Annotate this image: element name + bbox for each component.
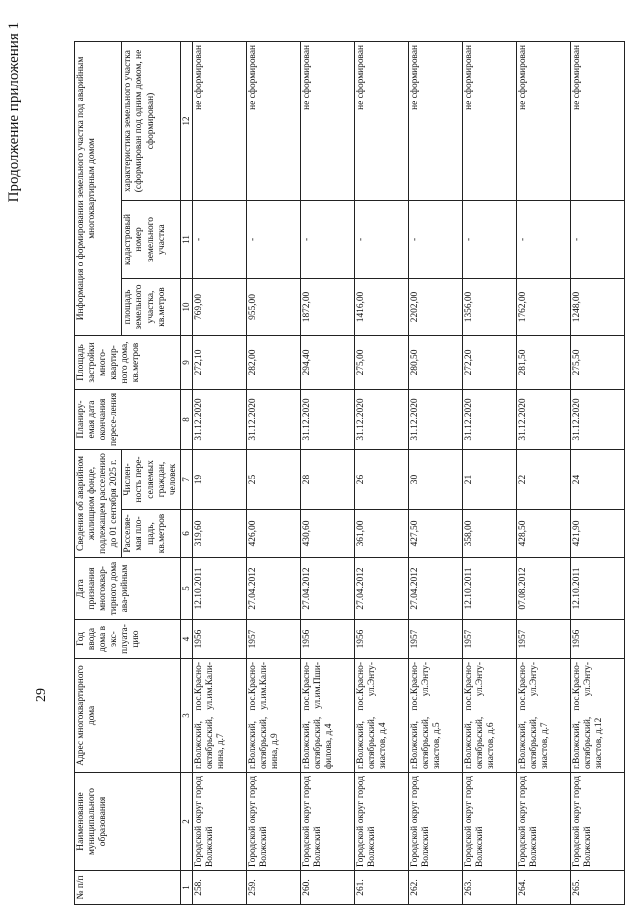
column-number: 11 — [180, 200, 192, 278]
table-row — [462, 41, 516, 904]
municipality-cell: Городской округ город Волжский — [408, 773, 462, 871]
address-cell: г.Волжский, пос.Красно-октябрьский, ул.Энту-зиастов, д.5 — [408, 659, 462, 773]
header-land-group: Информация о формировании земельного участка под аварийным многоквартирным домом — [75, 41, 122, 335]
header-cadastral: кадастровый номер земельного участка — [122, 200, 180, 278]
emergency-date-cell: 27.04.2012 — [246, 558, 300, 620]
building-area-cell: 282,00 — [246, 335, 300, 389]
table-row — [354, 41, 408, 904]
land-area-cell: 1762,00 — [516, 278, 570, 335]
column-number: 12 — [180, 41, 192, 200]
column-number: 6 — [180, 510, 192, 558]
column-number: 9 — [180, 335, 192, 389]
area-cell: 428,50 — [516, 510, 570, 558]
emergency-date-cell: 12.10.2011 — [570, 558, 624, 620]
year-cell: 1956 — [192, 620, 246, 659]
building-area-cell: 272,10 — [192, 335, 246, 389]
area-cell: 319,60 — [192, 510, 246, 558]
header-people: Числен-ность пере-селяемых граждан, человек — [122, 449, 180, 509]
people-cell: 19 — [192, 449, 246, 509]
area-cell: 421,90 — [570, 510, 624, 558]
year-cell: 1956 — [354, 620, 408, 659]
cadastral-cell: - — [192, 200, 246, 278]
land-status-cell: не сформирован — [462, 41, 516, 200]
year-cell: 1956 — [570, 620, 624, 659]
land-area-cell: 2202,00 — [408, 278, 462, 335]
emergency-date-cell: 27.04.2012 — [408, 558, 462, 620]
row-number: 265. — [570, 871, 624, 905]
row-number: 261. — [354, 871, 408, 905]
land-area-cell: 955,00 — [246, 278, 300, 335]
row-number: 258. — [192, 871, 246, 905]
building-area-cell: 281,50 — [516, 335, 570, 389]
land-area-cell: 1248,00 — [570, 278, 624, 335]
year-cell: 1956 — [300, 620, 354, 659]
cadastral-cell: - — [462, 200, 516, 278]
row-number: 260. — [300, 871, 354, 905]
table-row — [192, 41, 246, 904]
table-row — [408, 41, 462, 904]
address-cell: г.Волжский, пос.Красно-октябрьский, ул.им.Пши-филова, д.4 — [300, 659, 354, 773]
column-number-row — [180, 41, 192, 904]
column-number: 8 — [180, 389, 192, 449]
column-number: 10 — [180, 278, 192, 335]
people-cell: 22 — [516, 449, 570, 509]
header-land-area: площадь земельного участка, кв.метров — [122, 278, 180, 335]
row-number: 262. — [408, 871, 462, 905]
address-cell: г.Волжский, пос.Красно-октябрьский, ул.им.Кали-нина, д.7 — [192, 659, 246, 773]
address-cell: г.Волжский, пос.Красно-октябрьский, ул.Энту-зиастов, д.12 — [570, 659, 624, 773]
land-status-cell: не сформирован — [192, 41, 246, 200]
row-number: 264. — [516, 871, 570, 905]
land-status-cell: не сформирован — [570, 41, 624, 200]
municipality-cell: Городской округ город Волжский — [354, 773, 408, 871]
header-address: Адрес многоквартирного дома — [75, 659, 181, 773]
address-cell: г.Волжский, пос.Красно-октябрьский, ул.Энту-зиастов, д.7 — [516, 659, 570, 773]
cadastral-cell: - — [570, 200, 624, 278]
header-year: Год ввода дома в экс-плуата-цию — [75, 620, 181, 659]
planned-date-cell: 31.12.2020 — [408, 389, 462, 449]
people-cell: 25 — [246, 449, 300, 509]
header-planned-date: Планиру-емая дата окончания пересе-ления — [75, 389, 181, 449]
emergency-date-cell: 12.10.2011 — [192, 558, 246, 620]
column-number: 4 — [180, 620, 192, 659]
people-cell: 30 — [408, 449, 462, 509]
municipality-cell: Городской округ город Волжский — [570, 773, 624, 871]
area-cell: 430,60 — [300, 510, 354, 558]
row-number: 259. — [246, 871, 300, 905]
planned-date-cell: 31.12.2020 — [246, 389, 300, 449]
land-area-cell: 1356,00 — [462, 278, 516, 335]
land-area-cell: 1872,00 — [300, 278, 354, 335]
header-emergency-date: Дата признания многоквар-тирного дома ава-рийным — [75, 558, 181, 620]
table-row — [246, 41, 300, 904]
year-cell: 1957 — [462, 620, 516, 659]
continuation-header: Продолжение приложения 1 — [6, 22, 22, 203]
address-cell: г.Волжский, пос.Красно-октябрьский, ул.им.Кали-нина, д.9 — [246, 659, 300, 773]
cadastral-cell: - — [354, 200, 408, 278]
planned-date-cell: 31.12.2020 — [570, 389, 624, 449]
municipality-cell: Городской округ город Волжский — [192, 773, 246, 871]
people-cell: 28 — [300, 449, 354, 509]
year-cell: 1957 — [408, 620, 462, 659]
municipality-cell: Городской округ город Волжский — [300, 773, 354, 871]
municipality-cell: Городской округ город Волжский — [516, 773, 570, 871]
emergency-housing-table — [74, 41, 625, 905]
emergency-date-cell: 27.04.2012 — [354, 558, 408, 620]
people-cell: 21 — [462, 449, 516, 509]
building-area-cell: 275,50 — [570, 335, 624, 389]
cadastral-cell: - — [300, 200, 354, 278]
cadastral-cell: - — [516, 200, 570, 278]
cadastral-cell: - — [246, 200, 300, 278]
building-area-cell: 272,20 — [462, 335, 516, 389]
cadastral-cell: - — [408, 200, 462, 278]
address-cell: г.Волжский, пос.Красно-октябрьский, ул.Энту-зиастов, д.4 — [354, 659, 408, 773]
row-number: 263. — [462, 871, 516, 905]
column-number: 3 — [180, 659, 192, 773]
planned-date-cell: 31.12.2020 — [192, 389, 246, 449]
address-cell: г.Волжский, пос.Красно-октябрьский, ул.Энту-зиастов, д.6 — [462, 659, 516, 773]
header-num: № п/п — [75, 871, 181, 905]
year-cell: 1957 — [246, 620, 300, 659]
header-area: Расселяе-мая пло-щадь, кв.метров — [122, 510, 180, 558]
land-status-cell: не сформирован — [408, 41, 462, 200]
column-number: 5 — [180, 558, 192, 620]
header-land-status: характеристика земельного участка (сформирован под одним домом, не сформирован) — [122, 41, 180, 200]
year-cell: 1957 — [516, 620, 570, 659]
emergency-date-cell: 07.08.2012 — [516, 558, 570, 620]
people-cell: 24 — [570, 449, 624, 509]
table-row — [570, 41, 624, 904]
header-municipality: Наименование муниципального образования — [75, 773, 181, 871]
land-status-cell: не сформирован — [354, 41, 408, 200]
emergency-date-cell: 27.04.2012 — [300, 558, 354, 620]
municipality-cell: Городской округ город Волжский — [462, 773, 516, 871]
land-status-cell: не сформирован — [246, 41, 300, 200]
municipality-cell: Городской округ город Волжский — [246, 773, 300, 871]
land-area-cell: 1416,00 — [354, 278, 408, 335]
column-number: 7 — [180, 449, 192, 509]
page-number: 29 — [34, 688, 49, 702]
header-fund-group: Сведения об аварийном жилищном фонде, подлежащем расселению до 01 сентября 2025 г. — [75, 449, 122, 557]
area-cell: 427,50 — [408, 510, 462, 558]
table-row — [300, 41, 354, 904]
header-building-area: Площадь застройки много-квартир-ного дома, кв.метров — [75, 335, 181, 389]
building-area-cell: 294,40 — [300, 335, 354, 389]
planned-date-cell: 31.12.2020 — [462, 389, 516, 449]
building-area-cell: 280,50 — [408, 335, 462, 389]
land-status-cell: не сформирован — [516, 41, 570, 200]
column-number: 1 — [180, 871, 192, 905]
emergency-date-cell: 12.10.2011 — [462, 558, 516, 620]
planned-date-cell: 31.12.2020 — [354, 389, 408, 449]
area-cell: 358,00 — [462, 510, 516, 558]
land-status-cell: не сформирован — [300, 41, 354, 200]
table-row — [516, 41, 570, 904]
area-cell: 361,00 — [354, 510, 408, 558]
area-cell: 426,00 — [246, 510, 300, 558]
planned-date-cell: 31.12.2020 — [516, 389, 570, 449]
building-area-cell: 275,00 — [354, 335, 408, 389]
land-area-cell: 769,00 — [192, 278, 246, 335]
people-cell: 26 — [354, 449, 408, 509]
column-number: 2 — [180, 773, 192, 871]
header-row-top — [75, 41, 122, 904]
planned-date-cell: 31.12.2020 — [300, 389, 354, 449]
